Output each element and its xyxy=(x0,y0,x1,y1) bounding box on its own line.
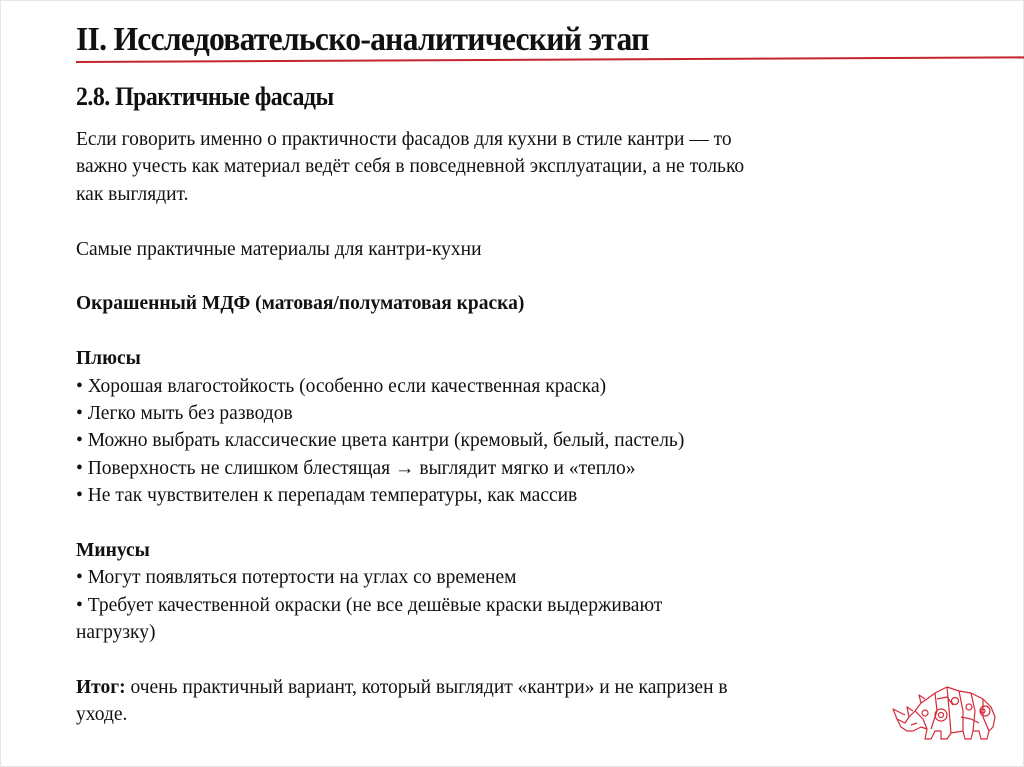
cons-heading: Минусы xyxy=(76,540,150,562)
pros-item: • Не так чувствителен к перепадам температуры, как массив xyxy=(76,485,578,507)
cons-section xyxy=(76,537,776,647)
summary-label: Итог: xyxy=(76,677,126,699)
pros-section xyxy=(76,345,776,509)
pros-item: • Поверхность не слишком блестящая → выглядит мягко и «тепло» xyxy=(76,457,636,479)
slide-body xyxy=(76,126,776,729)
materials-heading: Самые практичные материалы для кантри-кухни xyxy=(76,238,482,260)
material-name: Окрашенный МДФ (матовая/полуматовая краска) xyxy=(76,293,525,315)
slide-title: II. Исследовательско-аналитический этап xyxy=(76,21,649,58)
spacer xyxy=(76,318,776,345)
pros-item: • Легко мыть без разводов xyxy=(76,403,293,425)
spacer xyxy=(76,263,776,290)
section-subtitle: 2.8. Практичные фасады xyxy=(76,82,334,111)
rhino-logo-icon xyxy=(891,681,1003,745)
cons-item: • Требует качественной окраски (не все дешёвые краски выдерживают нагрузку) xyxy=(76,594,663,644)
summary-paragraph xyxy=(76,674,756,729)
pros-item: • Можно выбрать классические цвета кантри (кремовый, белый, пастель) xyxy=(76,430,685,452)
spacer xyxy=(76,208,776,235)
cons-item: • Могут появляться потертости на углах со временем xyxy=(76,567,517,589)
spacer xyxy=(76,510,776,537)
summary-text: очень практичный вариант, который выглядит «кантри» и не капризен в уходе. xyxy=(76,677,728,726)
intro-paragraph: Если говорить именно о практичности фасадов для кухни в стиле кантри — то важно учесть как материал ведёт себя в повседневной эксплуатации, а не только как выглядит. xyxy=(76,129,745,205)
pros-heading: Плюсы xyxy=(76,348,141,370)
spacer xyxy=(76,647,776,674)
pros-item: • Хорошая влагостойкость (особенно если качественная краска) xyxy=(76,375,607,397)
